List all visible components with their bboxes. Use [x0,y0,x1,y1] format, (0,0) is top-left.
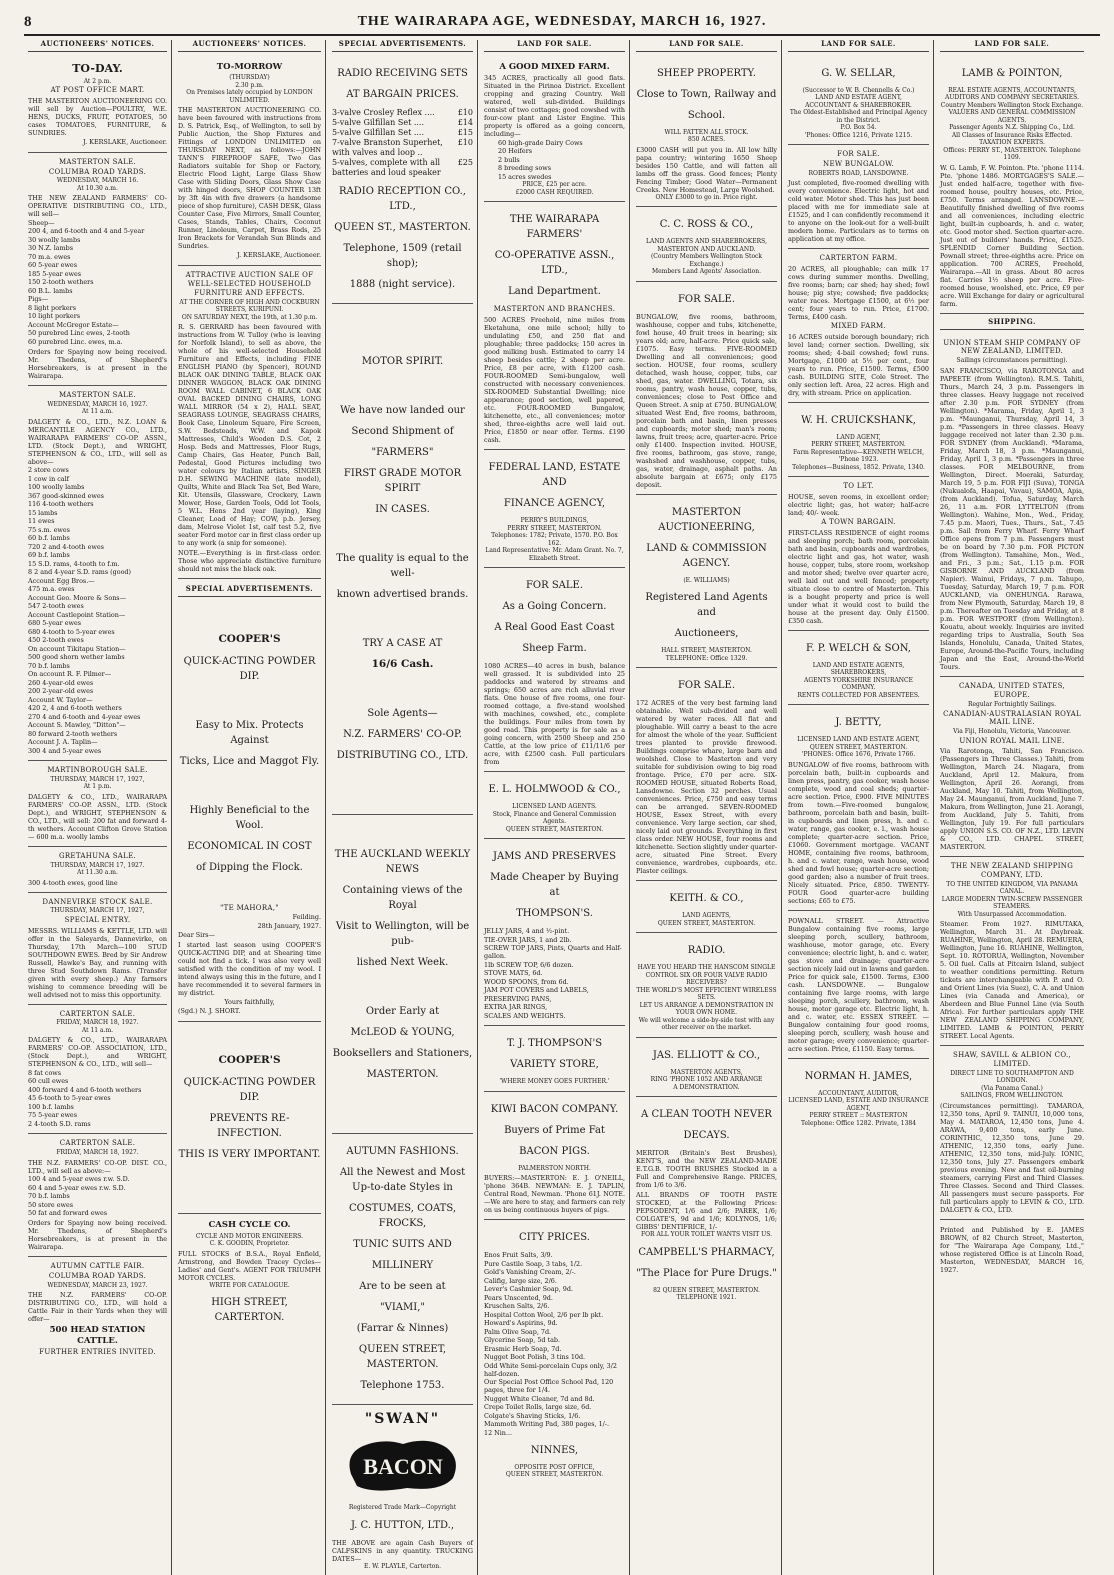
ad-elliott: JAS. ELLIOTT & CO., MASTERTON AGENTS, RING 'PHONE 1052 AND ARRANGE A DEMONSTRATION. [636,1038,777,1098]
ad-auckland-weekly-news: THE AUCKLAND WEEKLY NEWS Containing views of the Royal Visit to Wellington, will be pub- lished Next Week. Order Early at McLEOD & YOUNG, Booksellers and Stationers, MASTERTON. [332,815,473,1134]
ad-radio: RADIO. HAVE YOU HEARD THE HANSCOM SINGLE CONTROL SIX OR FOUR VALVE RADIO RECEIVERS? THE WORLD'S MOST EFFICIENT WIRELESS SETS. LET US ARRANGE A DEMONSTRATION IN YOUR OWN HOME. We will welcome a side-by-side test with any other receiver on the market. [636,933,777,1038]
ad-jams: JAMS AND PRESERVES Made Cheaper by Buying at THOMPSON'S. JELLY JARS, 4 and ½-pint. TIE-OVER JARS, 1 and 2lb. SCREW TOP JARS, Pints, Quarts and Half-gallon. 1lb SCREW TOP, 6/6 dozen. STOVE MATS, 6d. WOOD SPOONS, from 6d. JAM POT COVERS and LABELS, PRESERVING PANS, EXTRA JAR RINGS, SCALES AND WEIGHTS. [484,839,625,1026]
column-heading: AUCTIONEERS' NOTICES. [28,40,167,52]
ad-coopers-dip: COOPER'S QUICK-ACTING POWDER DIP. Easy to Mix. Protects Against Ticks, Lice and Maggot Fly. Highly Beneficial to the Wool. ECONOMICAL IN COST of Dipping the Flock. "TE MAHORA," Feilding. 28th January, 1927. Dear Sirs— I started last season using COOPER'S QUICK-ACTING DIP, and at Shearing time could not find a tick. I was also very well satisfied with the condition of my wool. I intend always using this in the future, and I have recommended it to several farmers in my district. Yours faithfully, (Sgd.) N. J. SHORT. [178,601,321,1023]
ad-today: TO-DAY. At 2 p.m. AT POST OFFICE MART. THE MASTERTON AUCTIONEERING CO. will sell by Auction—POULTRY, W.E. HENS, DUCKS, FRUIT, POTATOES, 50 cases TOMATOES, FURNITURE, & SUNDRIES. J. KERSLAKE, Auctioneer. [28,56,167,153]
ad-ross: C. C. ROSS & CO., LAND AGENTS AND SHAREBROKERS, MASTERTON AND AUCKLAND. (Country Members Wellington Stock Exchange.) Members Land Agents' Association. [636,207,777,282]
column-heading: LAND FOR SALE. [636,40,777,52]
ad-sheep-property: SHEEP PROPERTY. Close to Town, Railway and School. WILL FATTEN ALL STOCK. 850 ACRES. £3000 CASH will put you in. All low hilly papa country; wintering 1650 Sheep besides 150 Cattle, and will fatten all lambs off the grass. Good fences; Plenty Fencing Timber; Good Water—Permanent Creeks. New Homestead, Large Woolshed. ONLY £3000 to go in. Price right. [636,56,777,208]
column-heading: LAND FOR SALE. [484,40,625,52]
ad-cruickshank: W. H. CRUICKSHANK, LAND AGENT, PERRY STREET, MASTERTON. Farm Representative—KENNETH WELCH, 'Phone 1923. Telephones—Business, 1852. Private, 1340. [788,403,929,478]
ad-thompsons-store: T. J. THOMPSON'S VARIETY STORE, 'WHERE MONEY GOES FURTHER.' [484,1026,625,1092]
swan-bacon-logo-graphic [343,1434,463,1496]
ad-mixed-farm: A GOOD MIXED FARM. 345 ACRES, practically all good flats. Situated in the Pirinoa District. Excellent cropping and grazing Country. Well watered, well sub-divided. Buildings consist of two cottages; good cowshed with four-cow plant and Lister Engine. This property is offered as a going concern, including— 60 high-grade Dairy Cows 20 Heifers 2 bulls 8 breeding sows 15 acres swedes PRICE, £25 per acre. £2000 CASH REQUIRED. [484,56,625,203]
bacon-logo [332,1434,473,1498]
ad-masterton-sale: MASTERTON SALE. COLUMBA ROAD YARDS. WEDNESDAY, MARCH 16. At 10.30 a.m. THE NEW ZEALAND FARMERS' CO-OPERATIVE DISTRIBUTING CO., LTD., will sell— Sheep— 200 4, and 6-tooth and 4 and 5-year 30 woolly lambs 30 N.Z. lambs 70 m.a. ewes 60 5-year ewes 185 5-year ewes 150 2-tooth wethers 60 B.L. lambs Pigs— 8 light porkers 10 light porkers Account McGregor Estate— 50 purebred Linc ewes, 2-tooth 60 purebred Linc. ewes, m.a. Orders for Spaying now being received. Mr. Thedens, of Shepherd's Horsebreakers, is at present in the Wairarapa. [28,153,167,386]
column-2 [174,40,326,1575]
ad-canada-us-europe: CANADA, UNITED STATES, EUROPE. Regular Fortnightly Sailings. CANADIAN-AUSTRALASIAN ROYAL MAIL LINE. Via Fiji, Honolulu, Victoria, Vancouver. UNION ROYAL MAIL LINE. Via Rarotonga, Tahiti, San Francisco. (Passengers in Three Classes.) Tahiti, from Wellington, March 24. Niagara, from Auckland, April 12. Makura, from Wellington, April 26. Aorangi, from Auckland, May 10. Tahiti, from Wellington, May 24. Maunganui, from Auckland, June 7. Makura, from Wellington, June 21. Aorangi, from Auckland, July 5. Tahiti, from Wellington, July 19. For full particulars apply UNION S.S. CO. OF N.Z., LTD. LEVIN & CO., LTD. CHAPEL STREET, MASTERTON. [940,677,1084,858]
newspaper-title: THE WAIRARAPA AGE, WEDNESDAY, MARCH 16, 1927. [64,14,1060,30]
stock-list: 2 store cows 1 cow in calf 100 woolly lambs 367 good-skinned ewes 116 4-tooth wethers 15 lambs 11 ewes 75 s.m. ewes 60 b.f. lambs 720 2 and 4-tooth ewes 69 b.f. lambs 15 S.D. rams, 4-tooth to f.m. 8 2 and 4-year S.D. rams (good) Account Egg Bros.— 475 m.a. ewes Account Geo. Moore & Sons— 547 2-tooth ewes Account Castlepoint Station— 680 5-year ewes 680 4-tooth to 5-year ewes 450 2-tooth ewes On account Tikitapu Station— 500 good shorn wether lambs 70 b.f. lambs On account R. F. Pilmer— 260 4-year-old ewes 200 2-year-old ewes Account W. Taylor— 420 2, 4 and 6-tooth wethers 270 4 and 6-tooth and 4-year ewes Account S. Mawley, "Ditton"— 80 forward 2-tooth wethers Account J. A. Taplin— 300 4 and 5-year ewes [28,466,167,755]
column-1 [24,40,172,1575]
ad-union-steam-ship: UNION STEAM SHIP COMPANY OF NEW ZEALAND, LIMITED. Sailings (circumstances permitting). SAN FRANCISCO, via RAROTONGA and PAPEETE (from Wellington). R.M.S. Tahiti, Thurs., March 24, 3 p.m. Passengers in three classes. Heavy luggage not received after 2.30 p.m. FOR SYDNEY (from Wellington). *Marama, Friday, April 1, 3 p.m. *Maunganui, Thursday, April 14, 3 p.m. *Passengers in three classes. Heavy luggage received not later than 2.30 p.m. FOR SYDNEY (from Auckland). *Marama, Friday, March 18, 3 p.m. *Maunganui, Friday, April 1, 3 p.m. *Passengers in three classes. FOR MELBOURNE, from Wellington, Direct. Moeraki, Saturday, March 19, 5 p.m. FOR FIJI (Suva), TONGA (Nukualofa, Haapai, Vavau), SAMOA, Apia, (from Auckland). Tofua, Saturday, March 26, 11 a.m. FOR LYTTELTON (from Wellington). Wahine, Mon., Wed., Friday, 7.45 p.m. Maori, Tues., Thurs., Sat., 7.45 p.m. Sail from Ferry Wharf. Ferry Wharf Office opens from 7 p.m. Passengers must be on board by 7.30 p.m. FOR PICTON (from Wellington). Tamahine, Mon., Wed., and Fri., 3 p.m.; Sat., 1.15 p.m. FOR GISBORNE AND AUCKLAND (from Napier). Wainui, Fridays, 7 p.m. Tahupo, Tuesday, Saturday, March 19, 7 p.m. FOR AUCKLAND, via ONEHUNGA. Rarawa, from New Plymouth, Saturday, March 19, 8 p.m. Thereafter on Tuesday and Friday, at 8 p.m. FOR WESTPORT (from Wellington). Kouatu, about weekly. Inquiries are invited regarding trips to Australia, South Sea Islands, Honolulu, Canada, United States, Europe, Around-the-Pacific Tours, including Japan and the East, Around-the-World Tours. [940,334,1084,677]
ad-dannevirke-sale: DANNEVIRKE STOCK SALE. THURSDAY, MARCH 17, 1927, SPECIAL ENTRY. MESSRS. WILLIAMS & KETTLE, LTD. will offer in the Saleyards, Dannevirke, on Thursday, 17th March—100 STUD SOUTHDOWN EWES. Bred by Sir Andrew Russell, Hawke's Bay, and running with three Stud Southdown Rams. (Transfer given with every sheep.) Any farmers wishing to commence breeding will be well advised not to miss this opportunity. [28,893,167,1005]
ad-keith: KEITH. & CO., LAND AGENTS, QUEEN STREET, MASTERTON. [636,881,777,933]
ad-masterton-sale-2: MASTERTON SALE. WEDNESDAY, MARCH 16, 1927. At 11 a.m. DALGETY & CO., LTD., N.Z. LOAN & MERCANTILE AGENCY CO., LTD., WAIRARAPA FARMERS' CO-OP. ASSN., LTD. (Stock Dept.), and WRIGHT, STEPHENSON & CO., LTD., will sell as above— 2 store cows 1 cow in calf 100 woolly lambs 367 good-skinned ewes 116 4-tooth wethers 15 lambs 11 ewes 75 s.m. ewes 60 b.f. lambs 720 2 and 4-tooth ewes 69 b.f. lambs 15 S.D. rams, 4-tooth to f.m. 8 2 and 4-year S.D. rams (good) Account Egg Bros.— 475 m.a. ewes Account Geo. Moore & Sons— 547 2-tooth ewes Account Castlepoint Station— 680 5-year ewes 680 4-tooth to 5-year ewes 450 2-tooth ewes On account Tikitapu Station— 500 good shorn wether lambs 70 b.f. lambs On account R. F. Pilmer— 260 4-year-old ewes 200 2-year-old ewes Account W. Taylor— 420 2, 4 and 6-tooth wethers 270 4 and 6-tooth and 4-year ewes Account S. Mawley, "Ditton"— 80 forward 2-tooth wethers Account J. A. Taplin— 300 4 and 5-year ewes [28,386,167,761]
column-5 [632,40,782,1575]
column-heading: AUCTIONEERS' NOTICES. [178,40,321,52]
ad-masterton-auctioneering: MASTERTON AUCTIONEERING, LAND & COMMISSION AGENCY. (E. WILLIAMS) Registered Land Agents and Auctioneers, HALL STREET, MASTERTON. TELEPHONE: Office 1329. [636,495,777,669]
ad-nz-shipping: THE NEW ZEALAND SHIPPING COMPANY, LTD. TO THE UNITED KINGDOM, VIA PANAMA CANAL. LARGE MODERN TWIN-SCREW PASSENGER STEAMERS. With Unsurpassed Accommodation. Steamer. From 1927. RIMUTAKA, Wellington, March 31. At Daybreak. RUAHINE, Wellington, April 28. REMUERA, Wellington, June 16. RUAHINE, Wellington, Sept. 10. ROTORUA, Wellington, November 5. Oil fuel. Calls at Pitcairn Island, subject to weather conditions permitting. Return tickets are interchangeable with P. and O. and Orient Lines (via Suez), C. A. and Union Lines (via Canada and America), or Aberdeen and Blue Funnel Line (via South Africa). For further particulars apply THE NEW ZEALAND SHIPPING COMPANY, LIMITED. LAMB & POINTON, PERRY STREET. Local Agents. [940,857,1084,1046]
column-heading: LAND FOR SALE. [788,40,929,52]
ad-carterton-sale-2: CARTERTON SALE. FRIDAY, MARCH 18, 1927. THE N.Z. FARMERS' CO-OP. DIST. CO., LTD., will sell as above:— 100 4 and 5-year ewes r.w. S.D. 60 4 and 5-year ewes r.w. S.D. 70 b.f. lambs 50 store ewes 50 fat and forward ewes Orders for Spaying now being received. Mr. Thedens, of Shepherd's Horsebreakers, is at present in the Wairarapa. [28,1134,167,1257]
ad-gretahuna-sale: GRETAHUNA SALE. THURSDAY, MARCH 17, 1927. At 11.30 a.m. 300 4-tooth ewes, good line [28,847,167,893]
ad-attractive-auction: ATTRACTIVE AUCTION SALE OF WELL-SELECTED HOUSEHOLD FURNITURE AND EFFECTS. AT THE CORNER OF HIGH AND COCKBURN STREETS, KURIPUNI. ON SATURDAY NEXT, the 19th, at 1.30 p.m. R. S. GERRARD has been favoured with instructions from W. Tulloy (who is leaving for Norfolk Island), to sell as above, the whole of his well-selected Household Furniture and Effects, including FINE ENGLISH PIANO (by Spencer), ROUND BLACK OAK DINING TABLE, BLACK OAK DINNER WAGGON, BLACK OAK DINING ROOM WALL CABINET, 6 BLACK OAK OVAL BACKED DINING CHAIRS, LONG WALL MIRROR (54 x 2), HALL SEAT, SEAGRASS LOUNGE, SEAGRASS CHAIRS, Book Case, Linoleum Square, Fire Screen, S.W. Bedsteads, W.W. and Kapok Mattresses, Child's Wooden D.S. Cot, 2 Hosp. Beds and Mattresses, Floor Rugs, Camp Chairs, Gas Heater, Punch Ball, Pedestal, Good Pictures including two water colours by Italian artists, SINGER D.H. SEWING MACHINE (late model), Quilts, White and Black Tea Set, Bed Ware, Kit. Utensils, Glassware, Crockery, Lawn Mower, Hose, Garden Tools, Odd lot Tools, 5 W.L. Hens 2nd year (laying), King Cleaner, Load of Hay; COW, p.b. Jersey, dam, Melrose Violet 1st, calf test 5.2, five seater Ford motor car in first class order up to any work (a snip for someone). NOTE.—Everything is in first-class order. Those who appreciate distinctive furniture should not miss the black oak. [178,266,321,579]
imprint: Printed and Published by E. JAMES BROWN, of 82 Church Street, Masterton, for "The Wairarapa Age Company, Ltd.," whose registered Office is at Lincoln Road, Masterton, WEDNESDAY, MARCH 16, 1927. [940,1220,1084,1279]
ad-welch: F. P. WELCH & SON, LAND AND ESTATE AGENTS, SHAREBROKERS, AGENTS YORKSHIRE INSURANCE COMPANY. RENTS COLLECTED FOR ABSENTEES. [788,631,929,706]
ad-title: TO-DAY. [28,62,167,76]
ad-shaw-savill: SHAW, SAVILL & ALBION CO., LIMITED. DIRECT LINE TO SOUTHAMPTON AND LONDON. (Via Panama Canal.) SAILINGS, FROM WELLINGTON. (Circumstances permitting). TAMAROA, 12,350 tons, April 9. TAINUI, 10,000 tons, May 4. MATAROA, 12,450 tons, June 4. ARAWA, 9,400 tons, early June. CORINTHIC, 12,350 tons, June 29. ATHENIC, 12,350 tons, early June. ATHENIC, 12,350 tons, mid-July. IONIC, 12,350 tons, July 27. Passengers embark previous evening. New and fast oil-burning steamers, carrying First and Third Classes. Three Classes. Second and Third Classes. All passengers must secure passports. For full particulars apply to LEVIN & CO., LTD. DALGETY & CO., LTD. [940,1046,1084,1220]
stock-list: Sheep— 200 4, and 6-tooth and 4 and 5-year 30 woolly lambs 30 N.Z. lambs 70 m.a. ewes 60 5-year ewes 185 5-year ewes 150 2-tooth wethers 60 B.L. lambs Pigs— 8 light porkers 10 light porkers Account McGregor Estate— 50 purebred Linc ewes, 2-tooth 60 purebred Linc. ewes, m.a. [28,219,167,346]
ad-lamb-pointon: LAMB & POINTON, REAL ESTATE AGENTS, ACCOUNTANTS, AUDITORS AND COMPANY SECRETARIES. Country Members Wellington Stock Exchange. VALUERS AND GENERAL COMMISSION AGENTS. Passenger Agents N.Z. Shipping Co., Ltd. All Classes of Insurance Risks Effected. TAXATION EXPERTS. Offices: PERRY ST., MASTERTON. Telephone 1109. W. G. Lamb, F. W. Pointon. Pte. 'phone 1114. Pte. 'phone 1486. MORTGAGES'S SALE.—Just ended half-acre, together with five-roomed house, poultry houses, etc. Price, £750. Terms arranged. LANSDOWNE.— Beautifully finished dwelling of five rooms and all conveniences, including electric light, built-in cupboards, h. and c. water, etc. Good motor shed. Section quarter-acre. Just out of builders' hands. Price, £1525. SPLENDID Corner Building Section. Pownall street; three-eighths acre. Price on application. 700 ACRES, Freehold, Wairarapa.—All in grass. About 80 acres flat. Carries 1½ sheep per acre. Five-roomed house, woolshed, etc. Price, £9 per acre. Will Exchange for dairy or agricultural farm. [940,56,1084,314]
ad-carterton-sale: CARTERTON SALE. FRIDAY, MARCH 18, 1927. At 11 a.m. DALGETY & CO., LTD., WAIRARAPA FARMERS' CO-OP. ASSOCIATION, LTD., (Stock Dept.), and WRIGHT, STEPHENSON & CO., LTD., will sell— 8 fat cows 60 cull ewes 400 forward 4 and 6-tooth wethers 45 6-tooth to 5-year ewes 100 b.f. lambs 75 5-year ewes 2 4-tooth S.D. rams [28,1005,167,1135]
ad-carterton-farm: CARTERTON FARM. 20 ACRES, all ploughable; can milk 17 cows during summer months. Dwelling, five rooms; barn; car shed; hay shed; fowl house; pig stye; cowshed; five paddocks; water races. Mortgage £1500, at 6½ per cent; four years to run. Price, £1700. Terms, £400 cash. MIXED FARM. 16 ACRES outside borough boundary; rich level land; corner section. Dwelling, six rooms; shed; 4-bail cowshed; fowl runs. Mortgage, £1000 at 5½ per cent., four years to run. Price, £1500. Terms, £500 cash. BUILDING SITE, Cole Street. The only section left. Area, 22 acres. High and dry, with stream. Price on application. [788,249,929,403]
column-4 [480,40,630,1575]
ad-autumn-cattle-fair: AUTUMN CATTLE FAIR. COLUMBA ROAD YARDS. WEDNESDAY, MARCH 23, 1927. THE N.Z. FARMERS' CO-OP. DISTRIBUTING CO., LTD., will hold a Cattle Fair in their Yards when they will offer— 500 HEAD STATION CATTLE. FURTHER ENTRIES INVITED. [28,1257,167,1363]
ad-clean-tooth: A CLEAN TOOTH NEVER DECAYS. MERITOR (Britain's Best Brushes), KENT'S, and the NEW ZEALAND-MADE E.T.G.B. TOOTH BRUSHES Stocked in a Full and Comprehensive Range. PRICES, from 1/6 to 3/6. ALL BRANDS OF TOOTH PASTE STOCKED, at the Following Prices: PEPSODENT, 1/6 and 2/6; PAREK, 1/6; COLGATE'S, 9d and 1/6; KOLYNOS, 1/6; GIBBS' DENTIFRICE, 1/- FOR ALL YOUR TOILET WANTS VISIT US. CAMPBELL'S PHARMACY, "The Place for Pure Drugs." 82 QUEEN STREET, MASTERTON. TELEPHONE 1921. [636,1097,777,1307]
ad-norman-james: NORMAN H. JAMES, ACCOUNTANT, AUDITOR, LICENSED LAND, ESTATE AND INSURANCE AGENT, PERRY STREET :: MASTERTON Telephone: Office 1282. Private, 1384 [788,1059,929,1133]
columns [24,40,1100,1534]
ad-swan-bacon: "SWAN" BACON Registered Trade Mark—Copyright J. C. HUTTON, LTD., THE ABOVE are again Cash Buyers of CALFSKINS in any quantity. TRUCKING DATES— E. W. PLAYLE, Carterton. [332,1405,473,1575]
ad-cash-cycle: CASH CYCLE CO. CYCLE AND MOTOR ENGINEERS. C. K. GOODIN, Proprietor. FULL STOCKS of B.S.A., Royal Enfield, Armstrong, and Bowden Tracey Cycles—Ladies' and Gent's. AGENT FOR TRIUMPH MOTOR CYCLES. WRITE FOR CATALOGUE. HIGH STREET, CARTERTON. [178,1214,321,1336]
column-6 [784,40,934,1575]
column-heading: SPECIAL ADVERTISEMENTS. [332,40,473,52]
section-heading: SHIPPING. [940,318,1084,330]
masthead [24,10,1100,36]
ad-holmwood: E. L. HOLMWOOD & CO., LICENSED LAND AGENTS. Stock, Finance and General Commission Agents. QUEEN STREET, MASTERTON. [484,772,625,839]
ad-sellar: G. W. SELLAR, (Successor to W. B. Chennells & Co.) LAND AND ESTATE AGENT, ACCOUNTANT & SHAREBROKER. The Oldest-Established and Principal Agency in the District. P.O. Box 54. 'Phones: Office 1216, Private 1215. [788,56,929,146]
ad-federal-land: FEDERAL LAND, ESTATE AND FINANCE AGENCY, PERRY'S BUILDINGS, PERRY STREET, MASTERTON. Telephones: 1782; Private, 1570. P.O. Box 162. Land Representative: Mr. Adam Grant. No. 7, Elizabeth Street. [484,450,625,568]
ad-autumn-fashions: AUTUMN FASHIONS. All the Newest and Most Up-to-date Styles in COSTUMES, COATS, FROCKS, TUNIC SUITS AND MILLINERY Are to be seen at "VIAMI," (Farrar & Ninnes) QUEEN STREET, MASTERTON. Telephone 1753. [332,1134,473,1405]
ad-coopers-dip-2: COOPER'S QUICK-ACTING POWDER DIP. PREVENTS RE-INFECTION. THIS IS VERY IMPORTANT. [178,1022,321,1214]
price-list: 3-valve Crosley Reflex .... £10 5-valve Gilfillan Set .... £14 5-valve Gilfillan Set .... £15 7-valve Branston Superhet, with valves and loop .. £10 5-valves, complete with all batteries and loud speaker £25 [332,108,473,178]
section-heading: SPECIAL ADVERTISEMENTS. [178,585,321,597]
ad-motor-spirit: MOTOR SPIRIT. We have now landed our Second Shipment of "FARMERS" FIRST GRADE MOTOR SPIRIT IN CASES. The quality is equal to the well- known advertised brands. TRY A CASE AT 16/6 Cash. Sole Agents— N.Z. FARMERS' CO-OP. DISTRIBUTING CO., LTD. [332,304,473,815]
ad-new-bungalow: FOR SALE. NEW BUNGALOW. ROBERTS ROAD, LANSDOWNE. Just completed, five-roomed dwelling with every convenience. Electric light, hot and cold water. Motor shed. This has just been placed with me for immediate sale at £1525, and I can confidently recommend it to anyone on the look-out for a well-built modern home. Particulars as to terms on application at my office. [788,145,929,249]
column-3 [328,40,478,1575]
ad-to-let: TO LET. HOUSE, seven rooms, in excellent order; electric light; gas, hot water; half-acre land; 40/- week. A TOWN BARGAIN. FIRST-CLASS RESIDENCE of eight rooms and sleeping porch; bath room, porcelain bath and basin, cupboards and wardrobes, electric light and gas, hot water, wash house, copper, tubs, store room, workshop and motor shed; twelve over quarter acre, well laid out and well fenced; property situate close to centre of Masterton. This is a bought property and price is well under what it would cost to build the house at the present day. Only £1500. £350 cash. [788,477,929,631]
column-heading: LAND FOR SALE. [940,40,1084,52]
ad-city-prices: CITY PRICES. Enos Fruit Salts, 3/9. Pure Castile Soap, 3 tabs, 1/2. Gold's Vanishing Cream, 2/-. Califig, large size, 2/6. Lever's Cashmier Soap, 9d. Pears Unscented, 9d. Kruschen Salts, 2/6. Hospital Cotton Wool, 2/6 per lb pkt. Howard's Aspirins, 9d. Palm Olive Soap, 7d. Glycerine Soap, 5d tab. Erasmic Herb Soap, 7d. Nugget Boot Polish, 3 tins 10d. Odd White Semi-porcelain Cups only, 3/2 half-dozen. Our Special Post Office School Pad, 120 pages, three for 1/4. Nugget White Cleaner, 7d and 8d. Crepe Toilet Rolls, large size, 6d. Colgate's Shaving Sticks, 1/6. Mammoth Writing Pad, 380 pages, 1/-. 12 Nin... NINNES, OPPOSITE POST OFFICE, QUEEN STREET, MASTERTON. [484,1220,625,1484]
ad-pownall-street: POWNALL STREET. — Attractive Bungalow containing five rooms, large sleeping porch, scullery, bathroom, washhouse, motor garage, etc. Every convenience; electric light, h. and c. water, gas stove and drainage; quarter-acre section nicely laid out in lawns and garden. Price for quick sale, £1500. Terms, £300 cash. LANSDOWNE. — Bungalow containing five large rooms, with large sleeping porch, scullery, bathroom, wash house, motor garage etc. Electric light, h. and c. water, etc. ESSEX STREET. — Bungalow containing four good rooms, sleeping porch, scullery, wash house and motor garage; every convenience; quarter-acre section. Price, £1150. Easy terms. [788,911,929,1059]
ad-for-sale-2: FOR SALE. 172 ACRES of the very best farming land obtainable. Well sub-divided and well watered by water races. All flat and ploughable. Will carry a beast to the acre for almost the whole of the year. Sufficient trees planted to provide firewood. Buildings comprise whare, large barn and woolshed. Close to Masterton and very suitable for subdivision owing to big road frontage. Price, £70 per acre. SIX-ROOMED HOUSE, situated Roberts Road, Lansdowne. Section 32 perches. Usual conveniences. Price, £750 and easy terms can be arranged. SEVEN-ROOMED HOUSE, Essex Street, with every convenience. Very large section, car shed, nicely laid out grounds. Everything in first class order. NEW HOUSE, four rooms and kitchenette. Section slightly under quarter-acre, situated Pine Street. Every convenience, wardrobes, cupboards, etc. Plaster ceilings. [636,668,777,881]
column-7 [936,40,1088,1575]
logo-text: BACON [363,1454,443,1479]
ad-radio-sets: RADIO RECEIVING SETS AT BARGAIN PRICES. 3-valve Crosley Reflex .... £10 5-valve Gilfillan Set .... £14 5-valve Gilfillan Set .... £15 7-valve Branston Superhet, with valves and loop .. £10 5-valves, complete with all batteries and loud speaker £25 RADIO RECEPTION CO., LTD., QUEEN ST., MASTERTON. Telephone, 1509 (retail shop); 1888 (night service). [332,56,473,304]
ad-betty: J. BETTY, LICENSED LAND AND ESTATE AGENT, QUEEN STREET, MASTERTON. 'PHONES: Office 1676, Private 1766. BUNGALOW of five rooms, bathroom with porcelain bath, built-in cupboards and linen press, pantry, gas cooker, wash house complete, wood and coal sheds; quarter-acre section. Price, £900. FIVE MINUTES from town.—Five-roomed bungalow, bathroom, porcelain bath and basin, built-in cupboards and linen press, h. and c. water, range, gas cooker, e. l., wash house complete; quarter-acre section. Price, £1060. Government mortgage. VACANT HOME, containing five rooms, bathroom, h. and c. water, range, wash house, wood shed and fowl house; quarter-acre section; good garden; also a number of fruit trees. Nicely situated. Price, £850. TWENTY-FOUR Good quarter-acre building sections; £65 to £75. [788,705,929,911]
ad-tomorrow: TO-MORROW (THURSDAY) 2.30 p.m. On Premises lately occupied by LONDON UNLIMITED. THE MASTERTON AUCTIONEERING CO. have been favoured with instructions from D. S. Patrick, Esq., of Wellington, to sell by Public Auction, the Shop Fixtures and Fittings of LONDON UNLIMITED on THURSDAY NEXT, as follows:—JOHN TANN'S FIREPROOF SAFE, Two Gas Radiators suitable for Shop or Factory, Electric Flood Light, Large Glass Show Case with Sliding Doors, Glass Show Case with hinged doors, SHOP COUNTER 13ft by 3ft 4in with five drawers (a handsome piece of shop furniture), CASH DESK, Glass Counter Case, Five Mirrors, Small Counter, Cases, Stands, Tables, Chairs, Coconut Runner, Linoleum, Carpet, Brass Rods, 25 Iron Brackets for Verandah Sun Blinds and Sundries. J. KERSLAKE, Auctioneer. [178,56,321,267]
page-number: 8 [24,14,64,31]
ad-martinborough-sale: MARTINBOROUGH SALE. THURSDAY, MARCH 17, 1927, At 1 p.m. DALGETY & CO., LTD., WAIRARAPA FARMERS' CO-OP. ASSN., LTD. (Stock Dept.), and WRIGHT, STEPHENSON & CO., LTD., will sell: 200 fat and forward 4-th wethers. Account Clifton Grove Station— 600 m.a. woolly lambs [28,761,167,847]
ad-kiwi-bacon: KIWI BACON COMPANY. Buyers of Prime Fat BACON PIGS. PALMERSTON NORTH. BUYERS:—MASTERTON: E. J. O'NEILL, 'phone 364B. NEWMAN: E. J. TAPLIN, Central Road, Newman. 'Phone 61J. NOTE.—We are here to stay, and farmers can rely on us being continuous buyers of pigs. [484,1092,625,1221]
ad-for-sale: FOR SALE. BUNGALOW, five rooms, bathroom, washhouse, copper and tubs, kitchenette, fowl house, 40 fruit trees in bearing; six years old; acre, half-acre. Price quick sale, £1075. Easy terms. FIVE-ROOMED Dwelling and all conveniences; good section. HOUSE, four rooms, scullery detached, wash house, copper, tubs, car shed, gas, water. DWELLING, Totara, six rooms, pantry, wash house, copper, tubs, conveniences; close to Post Office and Queen Street. A snip at £750. BUNGALOW, situated West End, five rooms, bathroom, porcelain bath and basin, linen presses and cupboards; motor shed; man's room; lawns, fruit trees; acre, quarter-acre. Price only £1400. Inspection invited. HOUSE, five rooms, bathroom, gas stove, range, washshed and washhouse, copper, tubs, gas, water, drainage, asphalt paths. An absolute bargain at £675; only £175 deposit. [636,282,777,495]
ad-wairarapa-farmers: THE WAIRARAPA FARMERS' CO-OPERATIVE ASSN., LTD., Land Department. MASTERTON AND BRANCHES. 500 ACRES Freehold, nine miles from Eketahuna, one mile school; hilly to undulating £50, and 250 flat and ploughable; three paddocks; 150 acres in good milking bush. Estimated to carry 14 sheep besides cattle; 2 sheep per acre. Price, £8 per acre, with £1200 cash. FOUR-ROOMED Semi-bungalow, well constructed with necessary conveniences. SIX-ROOMED Substantial Dwelling; nice appearance; good section, well papered, etc. FOUR-ROOMED Bungalow, kitchenette, etc., all conveniences; motor shed, three-eighths acre well laid out. Price, £1850 or near offer. Terms. £190 cash. [484,202,625,450]
ad-going-concern: FOR SALE. As a Going Concern. A Real Good East Coast Sheep Farm. 1080 ACRES—40 acres in bush, balance well grassed. It is subdivided into 25 paddocks and watered by streams and springs; 650 acres are rich alluvial river flats. One house of five rooms, one four-roomed cottage, a five-stand woolshed with machines, cowshed, etc., complete the buildings. Four miles from town by good road. This property is for sale as a going concern, with 2500 Sheep and 250 Cattle, at the low price of £11/11/6 per acre, with £2500 cash. Full particulars from [484,568,625,772]
